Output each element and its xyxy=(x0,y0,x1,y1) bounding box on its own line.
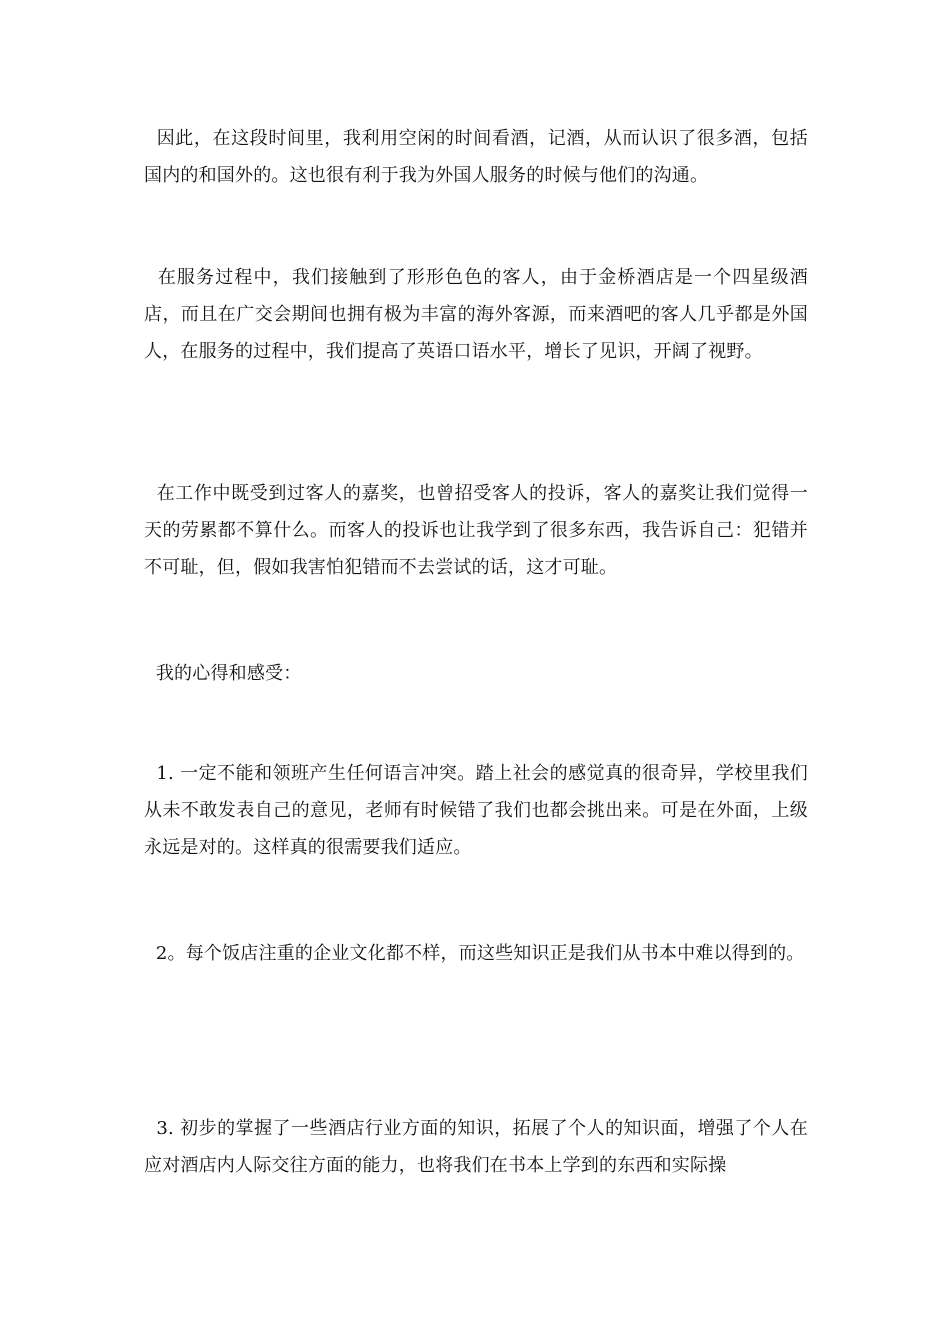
list-item-2: 2。每个饭店注重的企业文化都不样，而这些知识正是我们从书本中难以得到的。 xyxy=(144,943,805,964)
paragraph-reflections-heading: 我的心得和感受： xyxy=(144,663,302,684)
paragraph-service-process: 在服务过程中，我们接触到了形形色色的客人，由于金桥酒店是一个四星级酒店，而且在广交会期间也拥有极为丰富的海外客源，而来酒吧的客人几乎都是外国人，在服务的过程中，我们提高了英语口语水平，增长了见识，开阔了视野。 xyxy=(144,267,808,362)
list-item-3: 3. 初步的掌握了一些酒店行业方面的知识，拓展了个人的知识面，增强了个人在应对酒店内人际交往方面的能力，也将我们在书本上学到的东西和实际操 xyxy=(144,1118,809,1176)
list-item-1: 1. 一定不能和领班产生任何语言冲突。踏上社会的感觉真的很奇异，学校里我们从未不敢发表自己的意见，老师有时候错了我们也都会挑出来。可是在外面，上级永远是对的。这样真的很需要我们适应。 xyxy=(144,763,809,858)
paragraph-wine-knowledge: 因此，在这段时间里，我利用空闲的时间看酒，记酒，从而认识了很多酒，包括国内的和国外的。这也很有利于我为外国人服务的时候与他们的沟通。 xyxy=(144,128,808,186)
paragraph-praise-and-complaints: 在工作中既受到过客人的嘉奖，也曾招受客人的投诉，客人的嘉奖让我们觉得一天的劳累都不算什么。而客人的投诉也让我学到了很多东西，我告诉自己：犯错并不可耻，但，假如我害怕犯错而不去尝试的话，这才可耻。 xyxy=(144,483,808,578)
